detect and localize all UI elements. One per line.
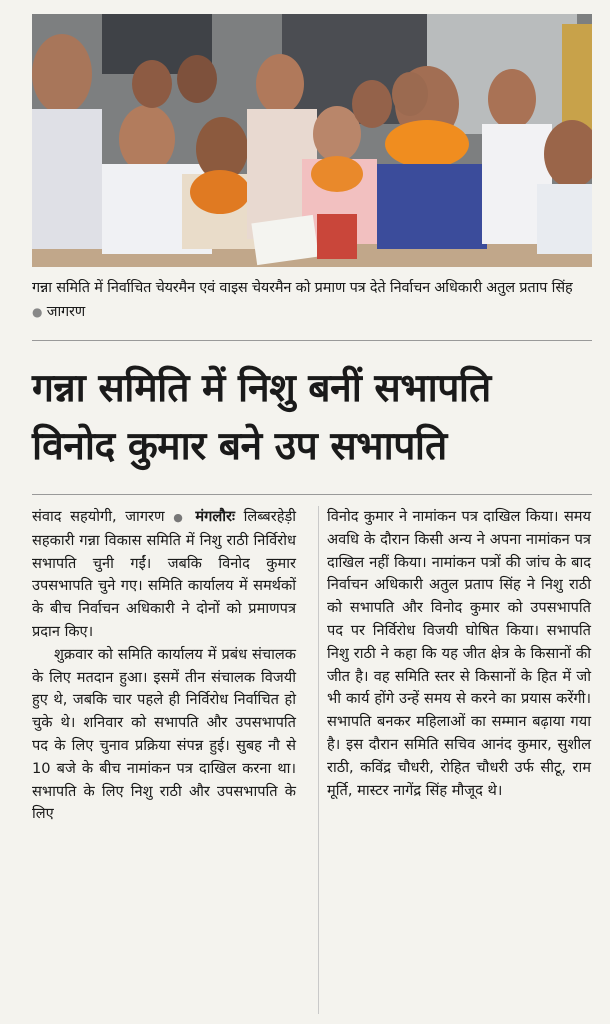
bullet-icon: ●: [173, 511, 187, 524]
caption-text: गन्ना समिति में निर्वाचित चेयरमैन एवं वाइस चेयरमैन को प्रमाण पत्र देते निर्वाचन अधिकारी अतुल प्रताप सिंह: [32, 280, 573, 296]
headline-line-1: गन्ना समिति में निशु बनीं सभापति: [32, 366, 491, 411]
caption-credit: जागरण: [46, 304, 85, 320]
headline: [32, 360, 592, 476]
paragraph-3: विनोद कुमार ने नामांकन पत्र दाखिल किया। समय अवधि के दौरान किसी अन्य ने अपना नामांकन पत्र दाखिल नहीं किया। नामांकन पत्रों की जांच के बाद निर्वाचन अधिकारी अतुल प्रताप सिंह ने निशु राठी को सभापति और विनोद कुमार को उपसभापति पद पर निर्विरोध विजयी घोषित किया। सभापति निशु राठी ने कहा कि यह जीत क्षेत्र के किसानों की जीत है। वह समिति स्तर से किसानों के हित में जो भी कार्य होंगे उन्हें समय से करने का प्रयास करेंगी। सभापति बनकर महिलाओं का सम्मान बढ़ाया गया है। इस दौरान समिति सचिव आनंद कुमार, सुशील राठी, कविंद्र चौधरी, रोहित चौधरी उर्फ सीटू, राम मूर्ति, मास्टर नागेंद्र सिंह मौजूद थे।: [327, 508, 591, 799]
caption-divider: [32, 340, 592, 341]
headline-line-2: विनोद कुमार बने उप सभापति: [32, 424, 447, 469]
dateline-source: संवाद सहयोगी, जागरण: [32, 508, 165, 525]
paragraph-1: लिब्बरहेड़ी सहकारी गन्ना विकास समिति में निशु राठी निर्विरोध सभापति चुनी गईं। जबकि विनोद कुमार उपसभापति चुने गए। समिति कार्यालय में समर्थकों के बीच निर्वाचन अधिकारी ने दोनों को प्रमाणपत्र प्रदान किए।: [32, 508, 297, 640]
dateline-place: मंगलौरः: [195, 508, 235, 525]
article-column-right: [327, 506, 591, 802]
photo-caption: [32, 276, 592, 324]
headline-divider: [32, 494, 592, 495]
dateline: [32, 506, 296, 644]
paragraph-2: शुक्रवार को समिति कार्यालय में प्रबंध संचालक के लिए मतदान हुआ। इसमें तीन संचालक विजयी हुए थे, जबकि चार पहले ही निर्विरोध निर्वाचित हो चुके थे। शनिवार को सभापति और उपसभापति पद के लिए चुनाव प्रक्रिया संपन्न हुई। सुबह नौ से 10 बजे के बीच नामांकन पत्र दाखिल करना था। सभापति के लिए निशु राठी और उपसभापति के लिए: [32, 645, 296, 823]
bullet-icon: ●: [32, 305, 43, 319]
column-divider: [318, 506, 319, 1014]
article-column-left: [32, 506, 296, 826]
news-photo: [32, 14, 592, 267]
